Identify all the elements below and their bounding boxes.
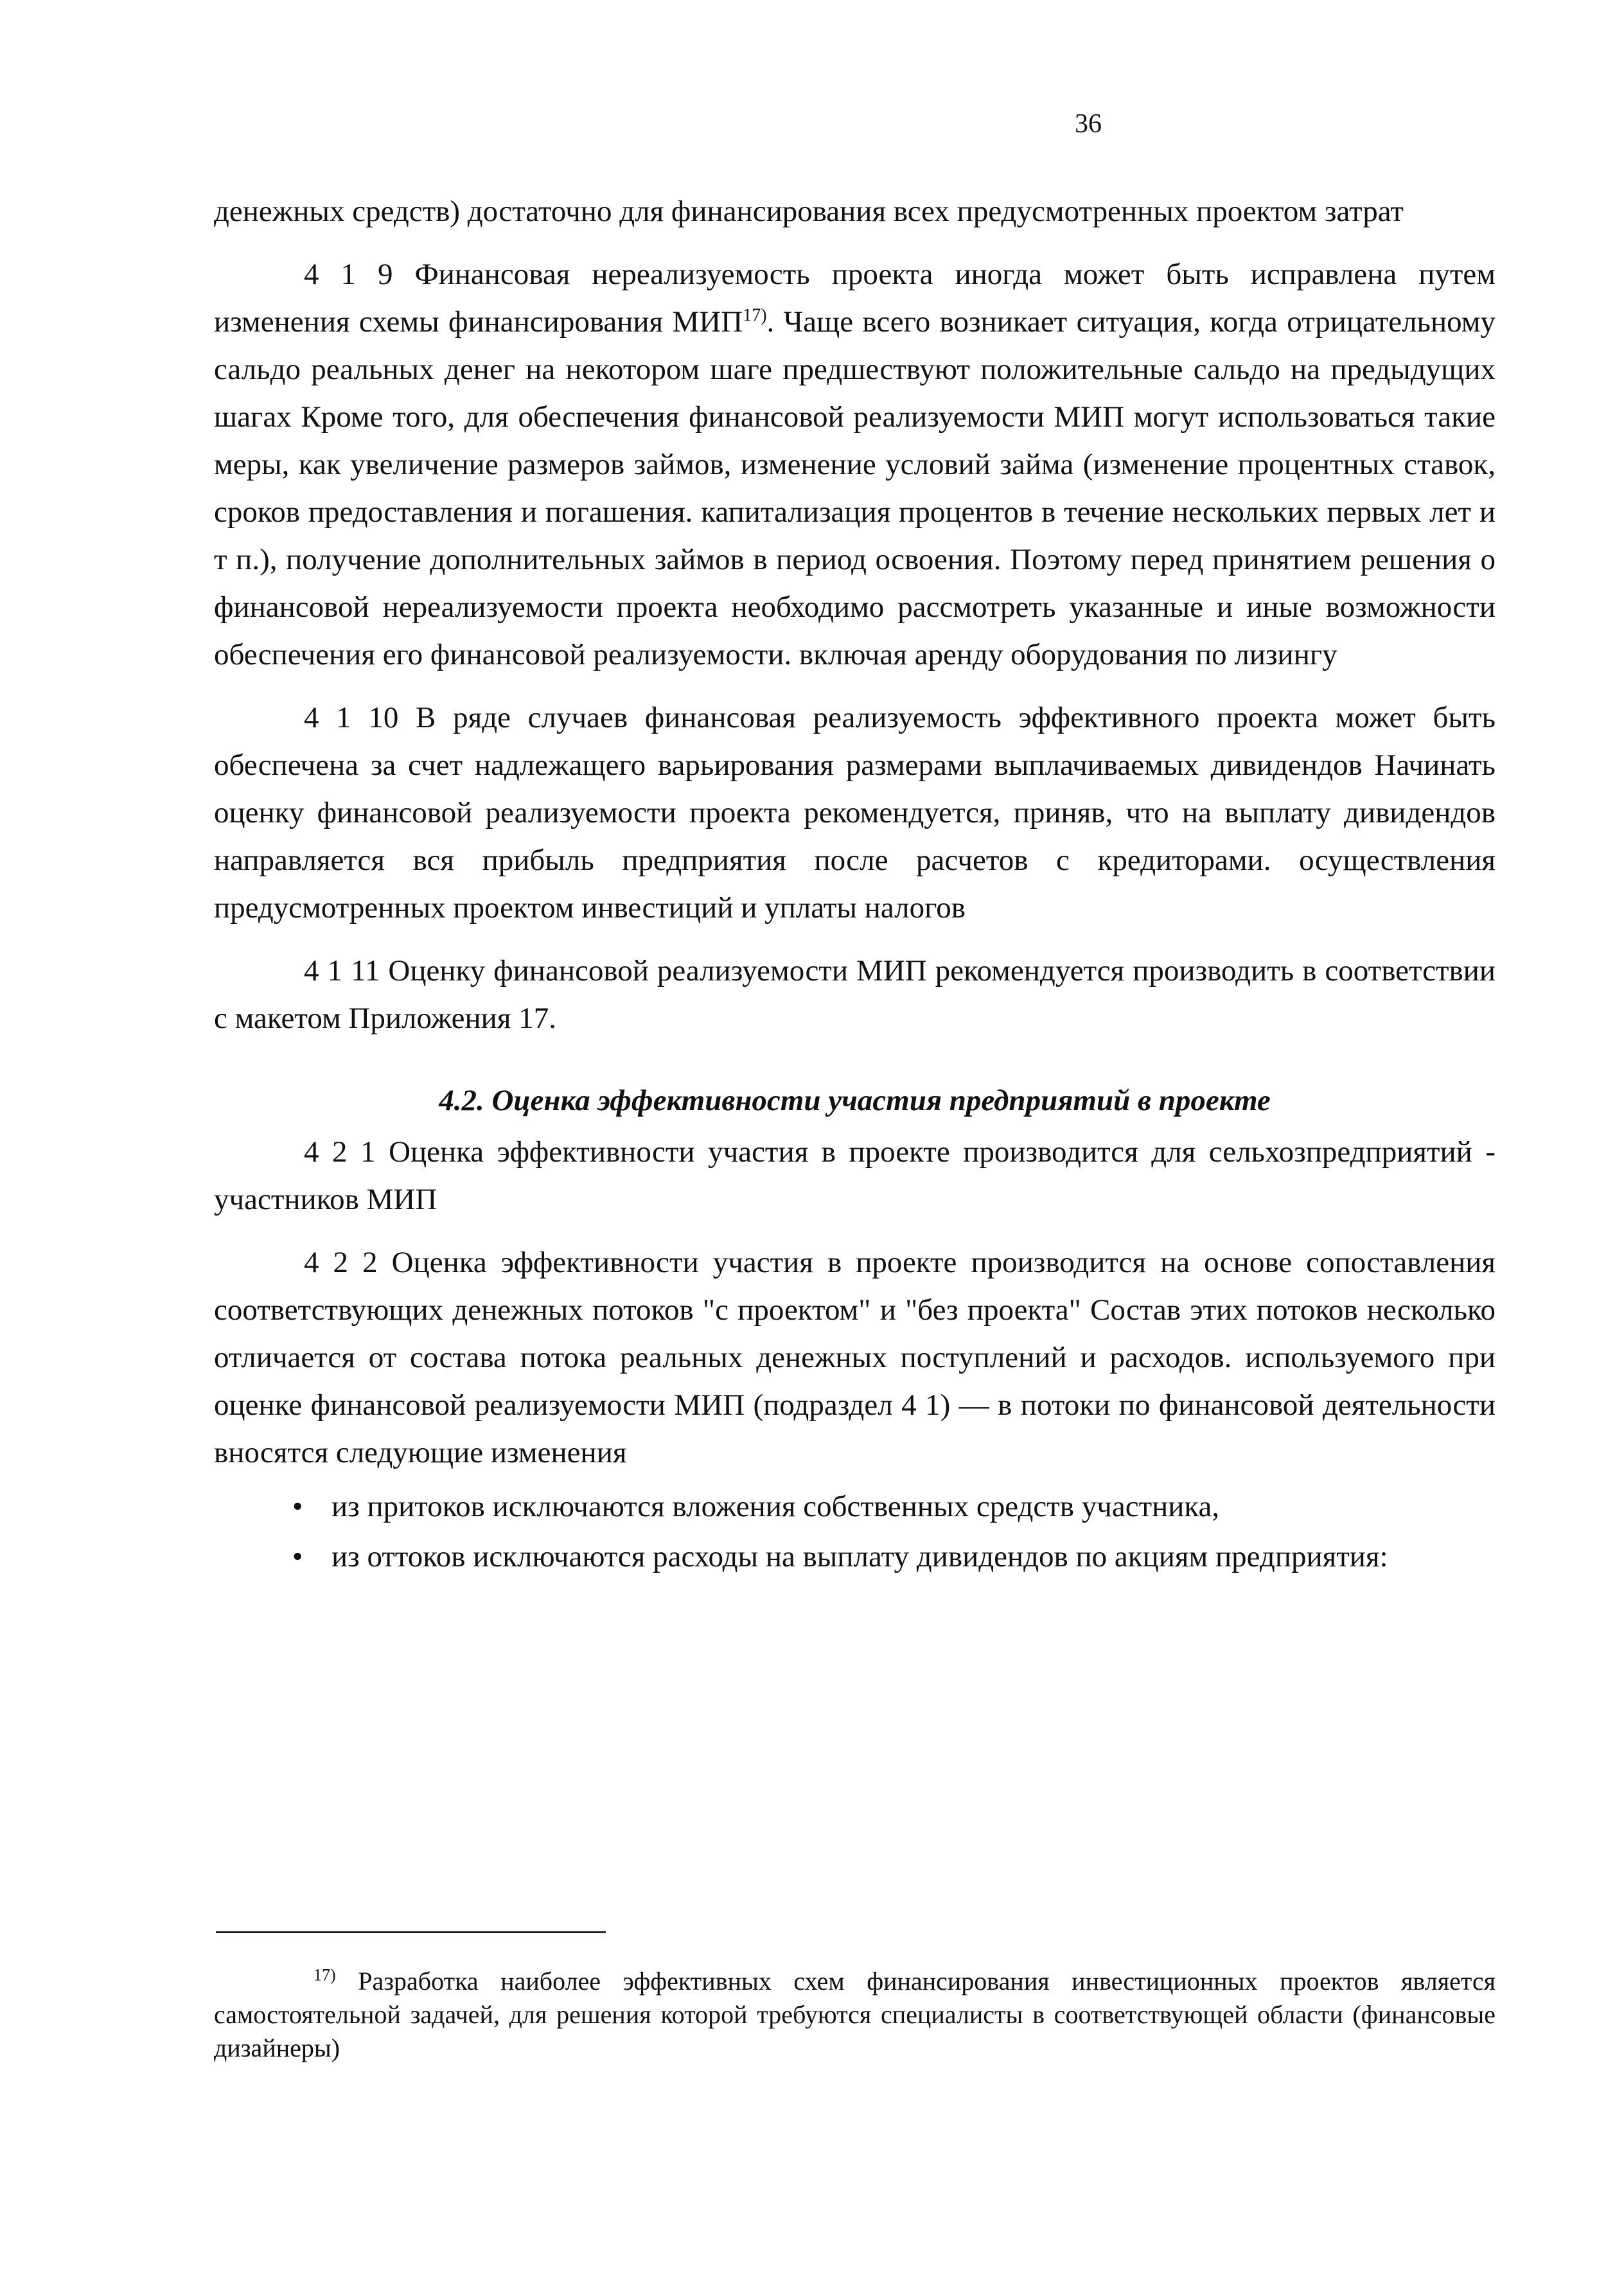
paragraph-4-2-2: 4 2 2 Оценка эффективности участия в проекте производится на основе сопоставления соответствующих денежных потоков "с проектом" и "без проекта" Состав этих потоков несколько отличается от состава потока реальных денежных поступлений и расходов. используемого при оценке финансовой реализуемости МИП (подраздел 4 1) — в потоки по финансовой деятельности вносятся следующие изменения [214,1246,1496,1469]
bullet-icon: • [292,1540,303,1573]
footnote-text: Разработка наиболее эффективных схем финансирования инвестиционных проектов является самостоятельной задачей, для решения которой требуются специалисты в соответствующей области (финансовые дизайнеры) [214,1967,1496,2062]
paragraph-4-1-9-text-a: 4 1 9 Финансовая нереализуемость проекта иногда может быть исправлена путем изменения схемы финансирования МИП [214,258,1496,339]
footnote [214,1965,1496,2065]
footnote-marker: 17) [313,1965,336,1985]
bullet-list [214,1483,1496,1580]
document-page [214,0,1496,2275]
paragraph-4-1-10: 4 1 10 В ряде случаев финансовая реализуемость эффективного проекта может быть обеспечена за счет надлежащего варьирования размерами выплачиваемых дивидендов Начинать оценку финансовой реализуемости проекта рекомендуется, приняв, что на выплату дивидендов направляется вся прибыль предприятия после расчетов с кредиторами. осуществления предусмотренных проектом инвестиций и уплаты налогов [214,701,1496,925]
paragraph-4-1-9-text-b: . Чаще всего возникает ситуация, когда отрицательному сальдо реальных денег на некотором шаге предшествуют положительные сальдо на предыдущих шагах Кроме того, для обеспечения финансовой реализуемости МИП могут использоваться такие меры, как увеличение размеров займов, изменение условий займа (изменение процентных ставок, сроков предоставления и погашения. капитализация процентов в течение нескольких первых лет и т п.), получение дополнительных займов в период освоения. Поэтому перед принятием решения о финансовой нереализуемости проекта необходимо рассмотреть указанные и иные возможности обеспечения его финансовой реализуемости. включая аренду оборудования по лизингу [214,305,1496,671]
list-item-text: из притоков исключаются вложения собственных средств участника, [331,1490,1220,1523]
page-number: 36 [1075,109,1102,139]
paragraph-4-1-9 [214,251,1496,678]
section-heading: 4.2. Оценка эффективности участия предприятий в проекте [439,1084,1271,1117]
paragraph-4-2-1: 4 2 1 Оценка эффективности участия в проекте производится для сельхозпредприятий - участников МИП [214,1135,1496,1216]
paragraph-4-1-11: 4 1 11 Оценку финансовой реализуемости МИП рекомендуется производить в соответствии с макетом Приложения 17. [214,954,1496,1035]
bullet-icon: • [292,1490,303,1523]
list-item-text: из оттоков исключаются расходы на выплату дивидендов по акциям предприятия: [331,1540,1388,1573]
list-item [214,1483,1496,1530]
body-text [214,188,1496,1583]
paragraph-continuation: денежных средств) достаточно для финансирования всех предусмотренных проектом затрат [214,195,1404,228]
list-item [214,1533,1496,1580]
footnote-reference: 17) [743,305,767,326]
footnote-divider [216,1931,606,1933]
